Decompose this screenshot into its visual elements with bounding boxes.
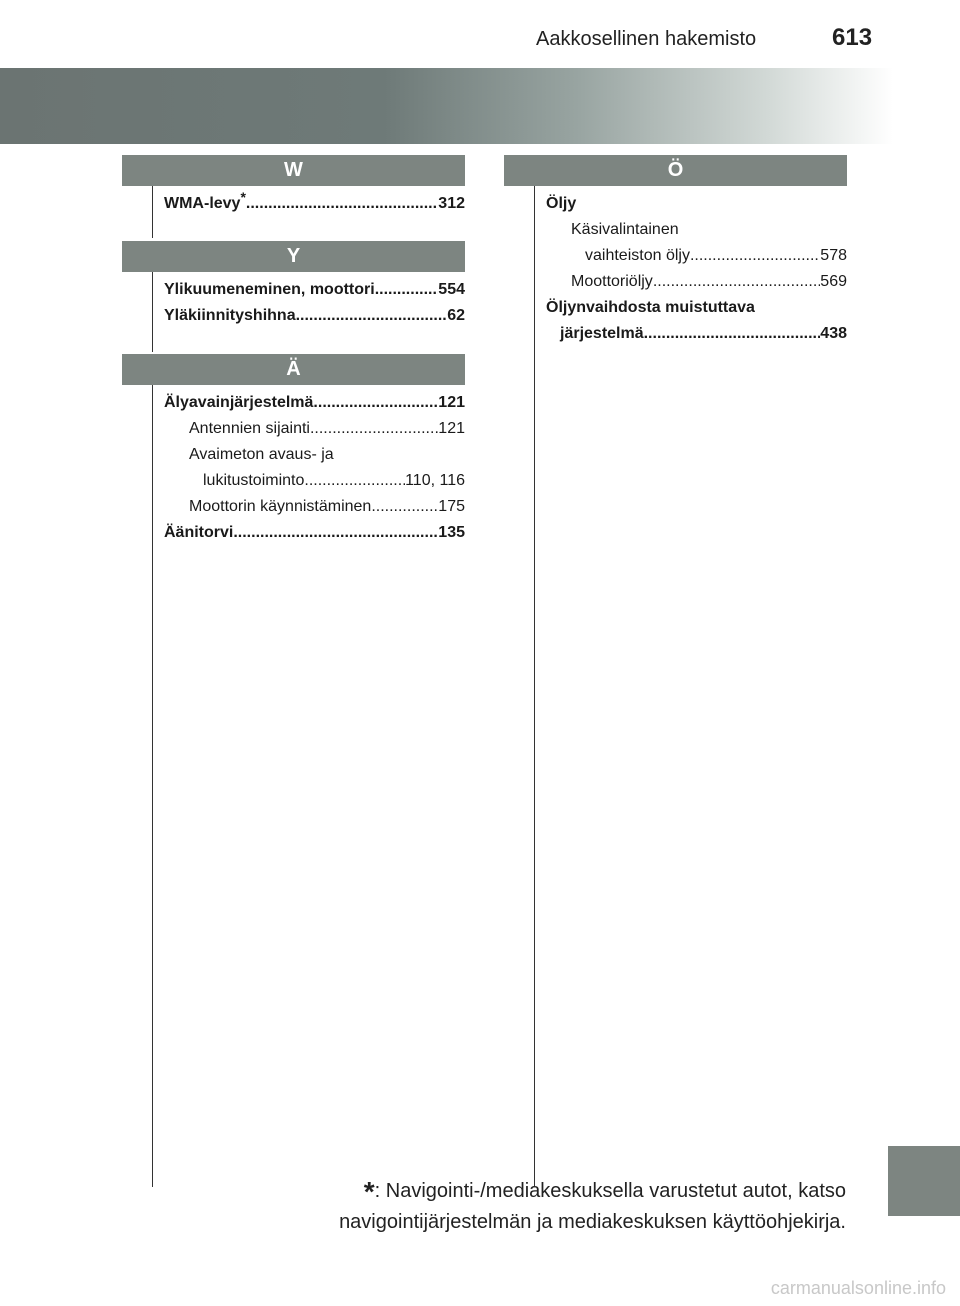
left-column-line-w (152, 186, 153, 238)
side-thumb-tab (888, 1146, 960, 1216)
dot-leader (644, 321, 821, 347)
entry-label: Öljy (546, 195, 577, 212)
footnote (339, 1176, 846, 1237)
entry-label: Käsivalintainen (571, 221, 679, 238)
entry-label: Öljynvaihdosta muistuttava (546, 299, 755, 316)
dot-leader (653, 269, 820, 295)
index-subentry[interactable] (189, 494, 465, 520)
entry-page: 569 (820, 273, 847, 290)
index-entry[interactable] (164, 277, 465, 303)
index-entry (546, 191, 576, 217)
entry-page: 121 (438, 420, 465, 437)
dot-leader (690, 243, 820, 269)
entry-label: vaihteiston öljy (585, 247, 690, 264)
dot-leader (296, 303, 448, 329)
entry-page: 121 (438, 394, 465, 411)
section-header-w: W (122, 155, 465, 186)
watermark: carmanualsonline.info (770, 1278, 946, 1298)
dot-leader (310, 416, 438, 442)
index-entry[interactable] (164, 520, 465, 546)
entry-label: Äänitorvi (164, 524, 234, 541)
section-header-y: Y (122, 241, 465, 272)
entry-label: Antennien sijainti (189, 420, 310, 437)
entry-page: 312 (438, 195, 465, 212)
entry-label: Moottoriöljy (571, 273, 653, 290)
dot-leader (233, 520, 438, 546)
entry-label: Älyavainjärjestelmä (164, 394, 314, 411)
section-header-ae: Ä (122, 354, 465, 385)
entry-label: lukitustoiminto (203, 472, 305, 489)
entry-label: Avaimeton avaus- ja (189, 446, 334, 463)
entry-label: Ylikuumeneminen, moottori (164, 281, 375, 298)
footnote-asterisk: * (363, 1176, 375, 1207)
entry-label: järjestelmä (560, 325, 644, 342)
header-band (0, 68, 960, 144)
entry-page: 438 (820, 325, 847, 342)
page-header-title: Aakkosellinen hakemisto (536, 28, 757, 50)
entry-page: 62 (447, 307, 465, 324)
right-column-line (534, 186, 535, 1186)
entry-label: Moottorin käynnistäminen (189, 498, 372, 515)
index-entry (546, 295, 755, 321)
index-subentry[interactable] (203, 468, 465, 494)
left-column-line-y (152, 272, 153, 352)
entry-page: 578 (820, 247, 847, 264)
index-subentry[interactable] (571, 269, 847, 295)
entry-page: 175 (438, 498, 465, 515)
index-subentry[interactable] (585, 243, 847, 269)
dot-leader (246, 191, 438, 217)
entry-page: 110, 116 (405, 472, 465, 489)
entry-label: WMA-levy* (164, 189, 246, 212)
index-entry[interactable] (164, 191, 465, 217)
footnote-line-1: : Navigointi-/mediakeskuksella varustetut autot, katso (374, 1180, 846, 1202)
index-subentry (571, 217, 679, 243)
entry-page: 554 (438, 281, 465, 298)
dot-leader (371, 494, 438, 520)
index-subentry (189, 442, 334, 468)
left-column-line-ae (152, 385, 153, 1187)
dot-leader (375, 277, 439, 303)
index-entry[interactable] (164, 390, 465, 416)
index-subentry[interactable] (189, 416, 465, 442)
index-entry[interactable] (164, 303, 465, 329)
dot-leader (313, 390, 438, 416)
page-number: 613 (832, 24, 873, 51)
entry-label: Yläkiinnityshihna (164, 307, 296, 324)
index-entry[interactable] (560, 321, 847, 347)
footnote-line-2: navigointijärjestelmän ja mediakeskuksen käyttöohjekirja. (339, 1211, 846, 1233)
dot-leader (304, 468, 405, 494)
section-header-oe: Ö (504, 155, 847, 186)
entry-page: 135 (438, 524, 465, 541)
